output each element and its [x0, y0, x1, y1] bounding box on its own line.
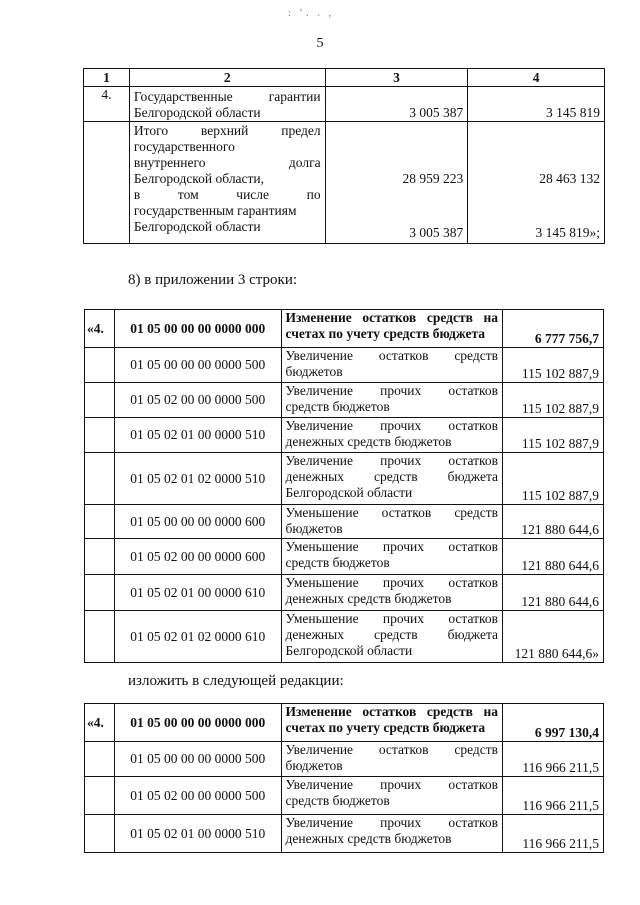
- table-row: [85, 742, 604, 777]
- row-name: [281, 453, 503, 505]
- row-name-line: бюджетов: [285, 364, 343, 379]
- table-row: [85, 704, 604, 742]
- row-code: 01 05 00 00 00 0000 000: [114, 310, 281, 348]
- row-name-line: Увеличение остатков средств: [285, 742, 499, 757]
- value-cell: 115 102 887,9: [503, 453, 604, 505]
- row-name: [281, 505, 503, 539]
- row-name-line: средств бюджетов: [285, 555, 390, 570]
- table-row: [85, 815, 604, 853]
- row-name-line: Белгородской области: [133, 105, 261, 120]
- row-name-line: Белгородской области: [285, 643, 413, 658]
- row-name: [281, 539, 503, 575]
- row-name-line: Увеличение прочих остатков: [285, 777, 499, 792]
- row-number: [85, 777, 115, 815]
- row-code: 01 05 02 01 00 0000 610: [114, 575, 281, 611]
- row-name: [281, 704, 503, 742]
- row-name-line: Увеличение прочих остатков: [285, 418, 499, 433]
- row-name: [281, 742, 503, 777]
- row-name-line: Изменение остатков средств на: [285, 310, 499, 325]
- row-code: 01 05 00 00 00 0000 600: [114, 505, 281, 539]
- row-code: 01 05 02 01 02 0000 510: [114, 453, 281, 505]
- row-number: [85, 453, 115, 505]
- value-cell: [468, 122, 605, 244]
- table-row: [85, 505, 604, 539]
- table-row: [85, 575, 604, 611]
- scan-mark: : ʼ․ . ,: [288, 8, 334, 19]
- sources-table-old: [84, 309, 604, 663]
- value-cell: 3 145 819: [468, 87, 605, 122]
- row-number: [85, 539, 115, 575]
- row-number: «4.: [85, 704, 115, 742]
- row-number: [85, 815, 115, 853]
- row-name: [281, 575, 503, 611]
- value-cell: 121 880 644,6: [503, 505, 604, 539]
- value-total: 28 463 132: [539, 171, 600, 186]
- value-cell: 115 102 887,9: [503, 383, 604, 418]
- value-cell: 6 777 756,7: [503, 310, 604, 348]
- table-row: [85, 310, 604, 348]
- table-row: [85, 611, 604, 663]
- value-cell: 3 005 387: [325, 87, 468, 122]
- row-code: 01 05 02 00 00 0000 500: [114, 777, 281, 815]
- row-name-line: средств бюджетов: [285, 793, 390, 808]
- row-number: 4.: [84, 87, 130, 122]
- value-cell: [325, 122, 468, 244]
- row-name-line: денежных средств бюджетов: [285, 434, 452, 449]
- row-number: [85, 742, 115, 777]
- value-cell: 115 102 887,9: [503, 418, 604, 453]
- row-name: [281, 418, 503, 453]
- row-code: 01 05 00 00 00 0000 000: [114, 704, 281, 742]
- value-cell: 6 997 130,4: [503, 704, 604, 742]
- row-name-line: счетах по учету средств бюджета: [285, 326, 486, 341]
- row-name: [281, 348, 503, 383]
- row-name-line: денежных средств бюджета: [285, 469, 499, 484]
- row-code: 01 05 02 01 00 0000 510: [114, 815, 281, 853]
- row-code: 01 05 00 00 00 0000 500: [114, 742, 281, 777]
- row-name-line: Увеличение прочих остатков: [285, 383, 499, 398]
- value-cell: 121 880 644,6»: [503, 611, 604, 663]
- row-name-line: бюджетов: [285, 758, 343, 773]
- row-name: [129, 87, 325, 122]
- table-row: [84, 87, 605, 122]
- header-cell: 4: [468, 69, 605, 87]
- row-name-line: Уменьшение прочих остатков: [285, 611, 499, 626]
- row-name: [281, 611, 503, 663]
- row-name-line: счетах по учету средств бюджета: [285, 720, 486, 735]
- value-total: 28 959 223: [402, 171, 464, 186]
- row-code: 01 05 02 00 00 0000 600: [114, 539, 281, 575]
- row-name-line: Увеличение прочих остатков: [285, 815, 499, 830]
- table-row: [85, 777, 604, 815]
- value-cell: 116 966 211,5: [503, 815, 604, 853]
- row-name-line: средств бюджетов: [285, 399, 390, 414]
- table-row: [85, 383, 604, 418]
- row-name: [281, 815, 503, 853]
- paragraph-replace: изложить в следующей редакции:: [128, 673, 344, 689]
- row-name-line: внутреннего долга: [133, 155, 321, 170]
- value-cell: 121 880 644,6: [503, 539, 604, 575]
- value-cell: 116 966 211,5: [503, 742, 604, 777]
- row-name-line: денежных средств бюджета: [285, 627, 499, 642]
- row-number: [85, 383, 115, 418]
- row-number: [85, 611, 115, 663]
- row-code: 01 05 02 01 00 0000 510: [114, 418, 281, 453]
- row-code: 01 05 02 00 00 0000 500: [114, 383, 281, 418]
- row-name-line: в том числе по: [133, 187, 321, 202]
- row-number: [85, 575, 115, 611]
- guarantees-table: [83, 68, 605, 244]
- header-cell: 2: [129, 69, 325, 87]
- value-guarantees: 3 005 387: [409, 225, 464, 240]
- row-name-line: Увеличение остатков средств: [285, 348, 499, 363]
- row-number: [84, 122, 130, 244]
- row-number: [85, 418, 115, 453]
- header-cell: 3: [325, 69, 468, 87]
- row-name-line: Уменьшение прочих остатков: [285, 539, 499, 554]
- row-name-line: Белгородской области,: [133, 171, 265, 186]
- row-number: [85, 505, 115, 539]
- row-name-line: Увеличение прочих остатков: [285, 453, 499, 468]
- header-cell: 1: [84, 69, 130, 87]
- row-number: «4.: [85, 310, 115, 348]
- row-code: 01 05 02 01 02 0000 610: [114, 611, 281, 663]
- row-name: [281, 383, 503, 418]
- table-header-row: [84, 69, 605, 87]
- row-name-line: Итого верхний предел: [133, 123, 321, 138]
- row-name-line: государственным гарантиям: [133, 203, 297, 218]
- table-row: [85, 348, 604, 383]
- value-guarantees: 3 145 819»;: [535, 225, 600, 240]
- row-number: [85, 348, 115, 383]
- row-name-line: Белгородской области: [133, 219, 261, 234]
- value-cell: 115 102 887,9: [503, 348, 604, 383]
- table-row: [85, 539, 604, 575]
- table-row: [85, 418, 604, 453]
- paragraph-intro: 8) в приложении 3 строки:: [128, 272, 298, 288]
- row-name-line: денежных средств бюджетов: [285, 831, 452, 846]
- table-row: [85, 453, 604, 505]
- sources-table-new: [84, 703, 604, 853]
- row-name-line: Уменьшение прочих остатков: [285, 575, 499, 590]
- value-cell: 116 966 211,5: [503, 777, 604, 815]
- row-name-line: бюджетов: [285, 521, 343, 536]
- row-name: [129, 122, 325, 244]
- row-name: [281, 777, 503, 815]
- row-name-line: Государственные гарантии: [133, 89, 321, 104]
- row-name-line: государственного: [133, 139, 235, 154]
- row-name-line: Уменьшение остатков средств: [285, 505, 499, 520]
- value-cell: 121 880 644,6: [503, 575, 604, 611]
- row-name-line: Изменение остатков средств на: [285, 704, 499, 719]
- row-code: 01 05 00 00 00 0000 500: [114, 348, 281, 383]
- row-name: [281, 310, 503, 348]
- row-name-line: Белгородской области: [285, 485, 413, 500]
- page-number: 5: [316, 36, 324, 51]
- table-row: [84, 122, 605, 244]
- row-name-line: денежных средств бюджетов: [285, 591, 452, 606]
